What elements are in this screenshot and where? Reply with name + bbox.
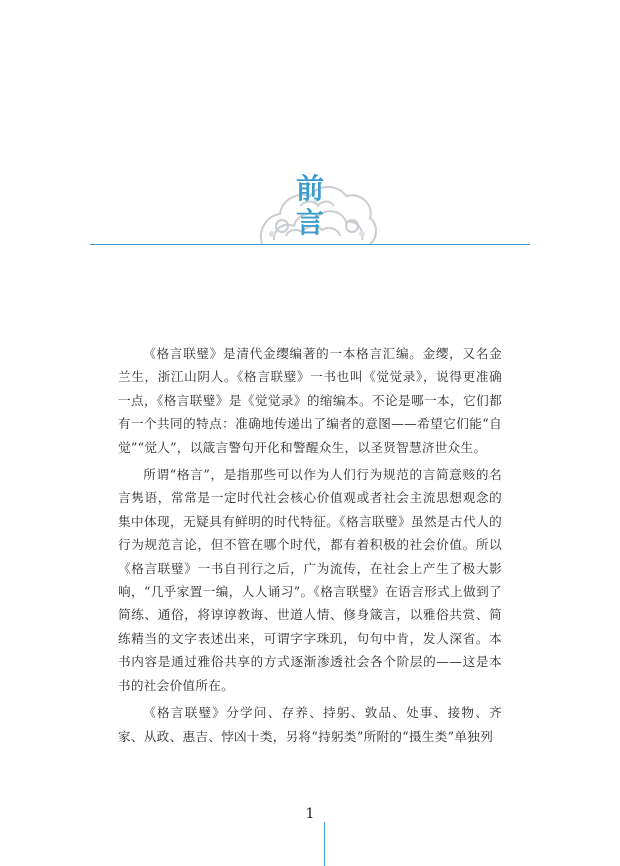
preface-body xyxy=(118,342,502,752)
paragraph: 《格言联璧》是清代金缨编著的一本格言汇编。金缨，又名金兰生，浙江山阴人。《格言联璧》一书也叫《觉觉录》，说得更准确一点，《格言联璧》是《觉觉录》的缩编本。不论是哪一本，它们都有一个共同的特点：准确地传递出了编者的意图——希望它们能“自觉”“觉人”，以箴言警句开化和警醒众生，以圣贤智慧济世众生。 xyxy=(118,346,502,455)
heading-divider xyxy=(90,244,530,245)
page-number: 1 xyxy=(305,806,315,822)
paragraph: 所谓“格言”，是指那些可以作为人们行为规范的言简意赅的名言隽语，常常是一定时代社会核心价值观或者社会主流思想观念的集中体现，无疑具有鲜明的时代特征。《格言联璧》虽然是古代人的行为规范言论，但不管在哪个时代，都有着积极的社会价值。所以《格言联璧》一书自刊行之后，广为流传，在社会上产生了极大影响，“几乎家置一编，人人诵习”。《格言联璧》在语言形式上做到了简练、通俗，将谆谆教诲、世道人情、修身箴言，以雅俗共赏、简练精当的文字表述出来，可谓字字珠玑，句句中肯，发人深省。本书内容是通过雅俗共享的方式逐渐渗透社会各个阶层的——这是本书的社会价值所在。 xyxy=(118,467,502,693)
page-heading xyxy=(286,172,334,240)
heading-char-2: 言 xyxy=(295,206,324,239)
heading-char-1: 前 xyxy=(295,172,324,205)
page-marker-line xyxy=(324,822,325,866)
paragraph: 《格言联璧》分学问、存养、持躬、敦品、处事、接物、齐家、从政、惠吉、悖凶十类，另将“持躬类”所附的“摄生类”单独列 xyxy=(118,705,502,744)
